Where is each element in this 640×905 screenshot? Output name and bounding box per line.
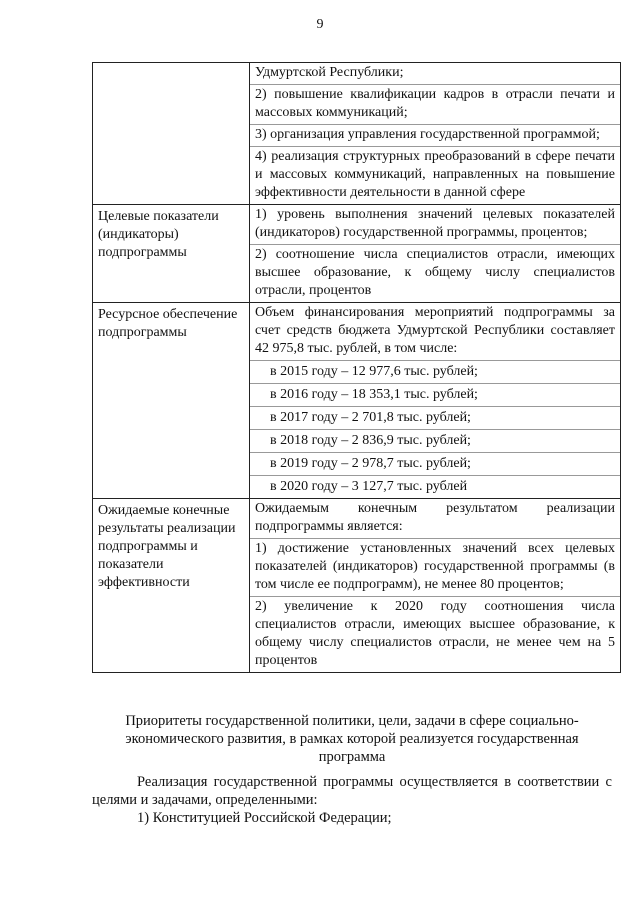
row-label-cell [93,303,250,499]
list-item: 4) реализация структурных преобразований в сфере печати и массовых коммуникаций, направленных на повышение эффективности деятельности в данной сфере [250,146,620,204]
section-heading: Приоритеты государственной политики, цели, задачи в сфере социально-экономического развития, в рамках которой реализуется государственная программа [125,713,579,765]
list-item: 3) организация управления государственной программой; [250,124,620,146]
row-label-cell [93,499,250,673]
funding-year-line: в 2016 году – 18 353,1 тыс. рублей; [250,383,620,406]
list-item: 2) соотношение числа специалистов отрасли, имеющих высшее образование, к общему числу специалистов отрасли, процентов [250,244,620,302]
row-label: Ресурсное обеспечение подпрограммы [98,307,238,340]
table-row [93,205,621,303]
list-item: Удмуртской Республики; [255,65,404,80]
list-item: 2) увеличение к 2020 году соотношения числа специалистов отрасли, имеющих высшее образование, к общему числу специалистов отрасли, не менее чем на 5 процентов [250,596,620,672]
row-label: Ожидаемые конечные результаты реализации подпрограммы и показатели эффективности [98,503,236,590]
row-content-cell [250,63,621,205]
list-item: 1) достижение установленных значений всех целевых показателей (индикаторов) государственной программы (в том числе ее подпрограмм), не менее 80 процентов; [250,538,620,596]
row-label: Целевые показатели (индикаторы) подпрограммы [98,209,219,260]
list-item: 1) уровень выполнения значений целевых показателей (индикаторов) государственной программы, процентов; [255,207,615,240]
funding-year-line: в 2018 году – 2 836,9 тыс. рублей; [250,429,620,452]
body-paragraph: Реализация государственной программы осуществляется в соответствии с целями и задачами, определенными: [92,774,612,808]
row-label-cell [93,205,250,303]
row-label-cell [93,63,250,205]
funding-year-line: в 2019 году – 2 978,7 тыс. рублей; [250,452,620,475]
row-content-cell [250,303,621,499]
list-item: 1) Конституцией Российской Федерации; [137,810,392,826]
list-item: Ожидаемым конечным результатом реализации подпрограммы является: [255,501,615,534]
page-number: 9 [316,17,324,32]
body-text [92,773,612,827]
row-content-cell [250,499,621,673]
funding-year-line: в 2015 году – 12 977,6 тыс. рублей; [250,360,620,383]
funding-year-line: в 2020 году – 3 127,7 тыс. рублей [250,475,620,498]
table-row [93,303,621,499]
funding-intro: Объем финансирования мероприятий подпрограммы за счет средств бюджета Удмуртской Республики составляет 42 975,8 тыс. рублей, в том числе: [255,305,615,356]
table-row [93,499,621,673]
row-content-cell [250,205,621,303]
subprogram-passport-table [92,62,621,673]
table-row [93,63,621,205]
funding-year-line: в 2017 году – 2 701,8 тыс. рублей; [250,406,620,429]
list-item: 2) повышение квалификации кадров в отрасли печати и массовых коммуникаций; [250,84,620,124]
